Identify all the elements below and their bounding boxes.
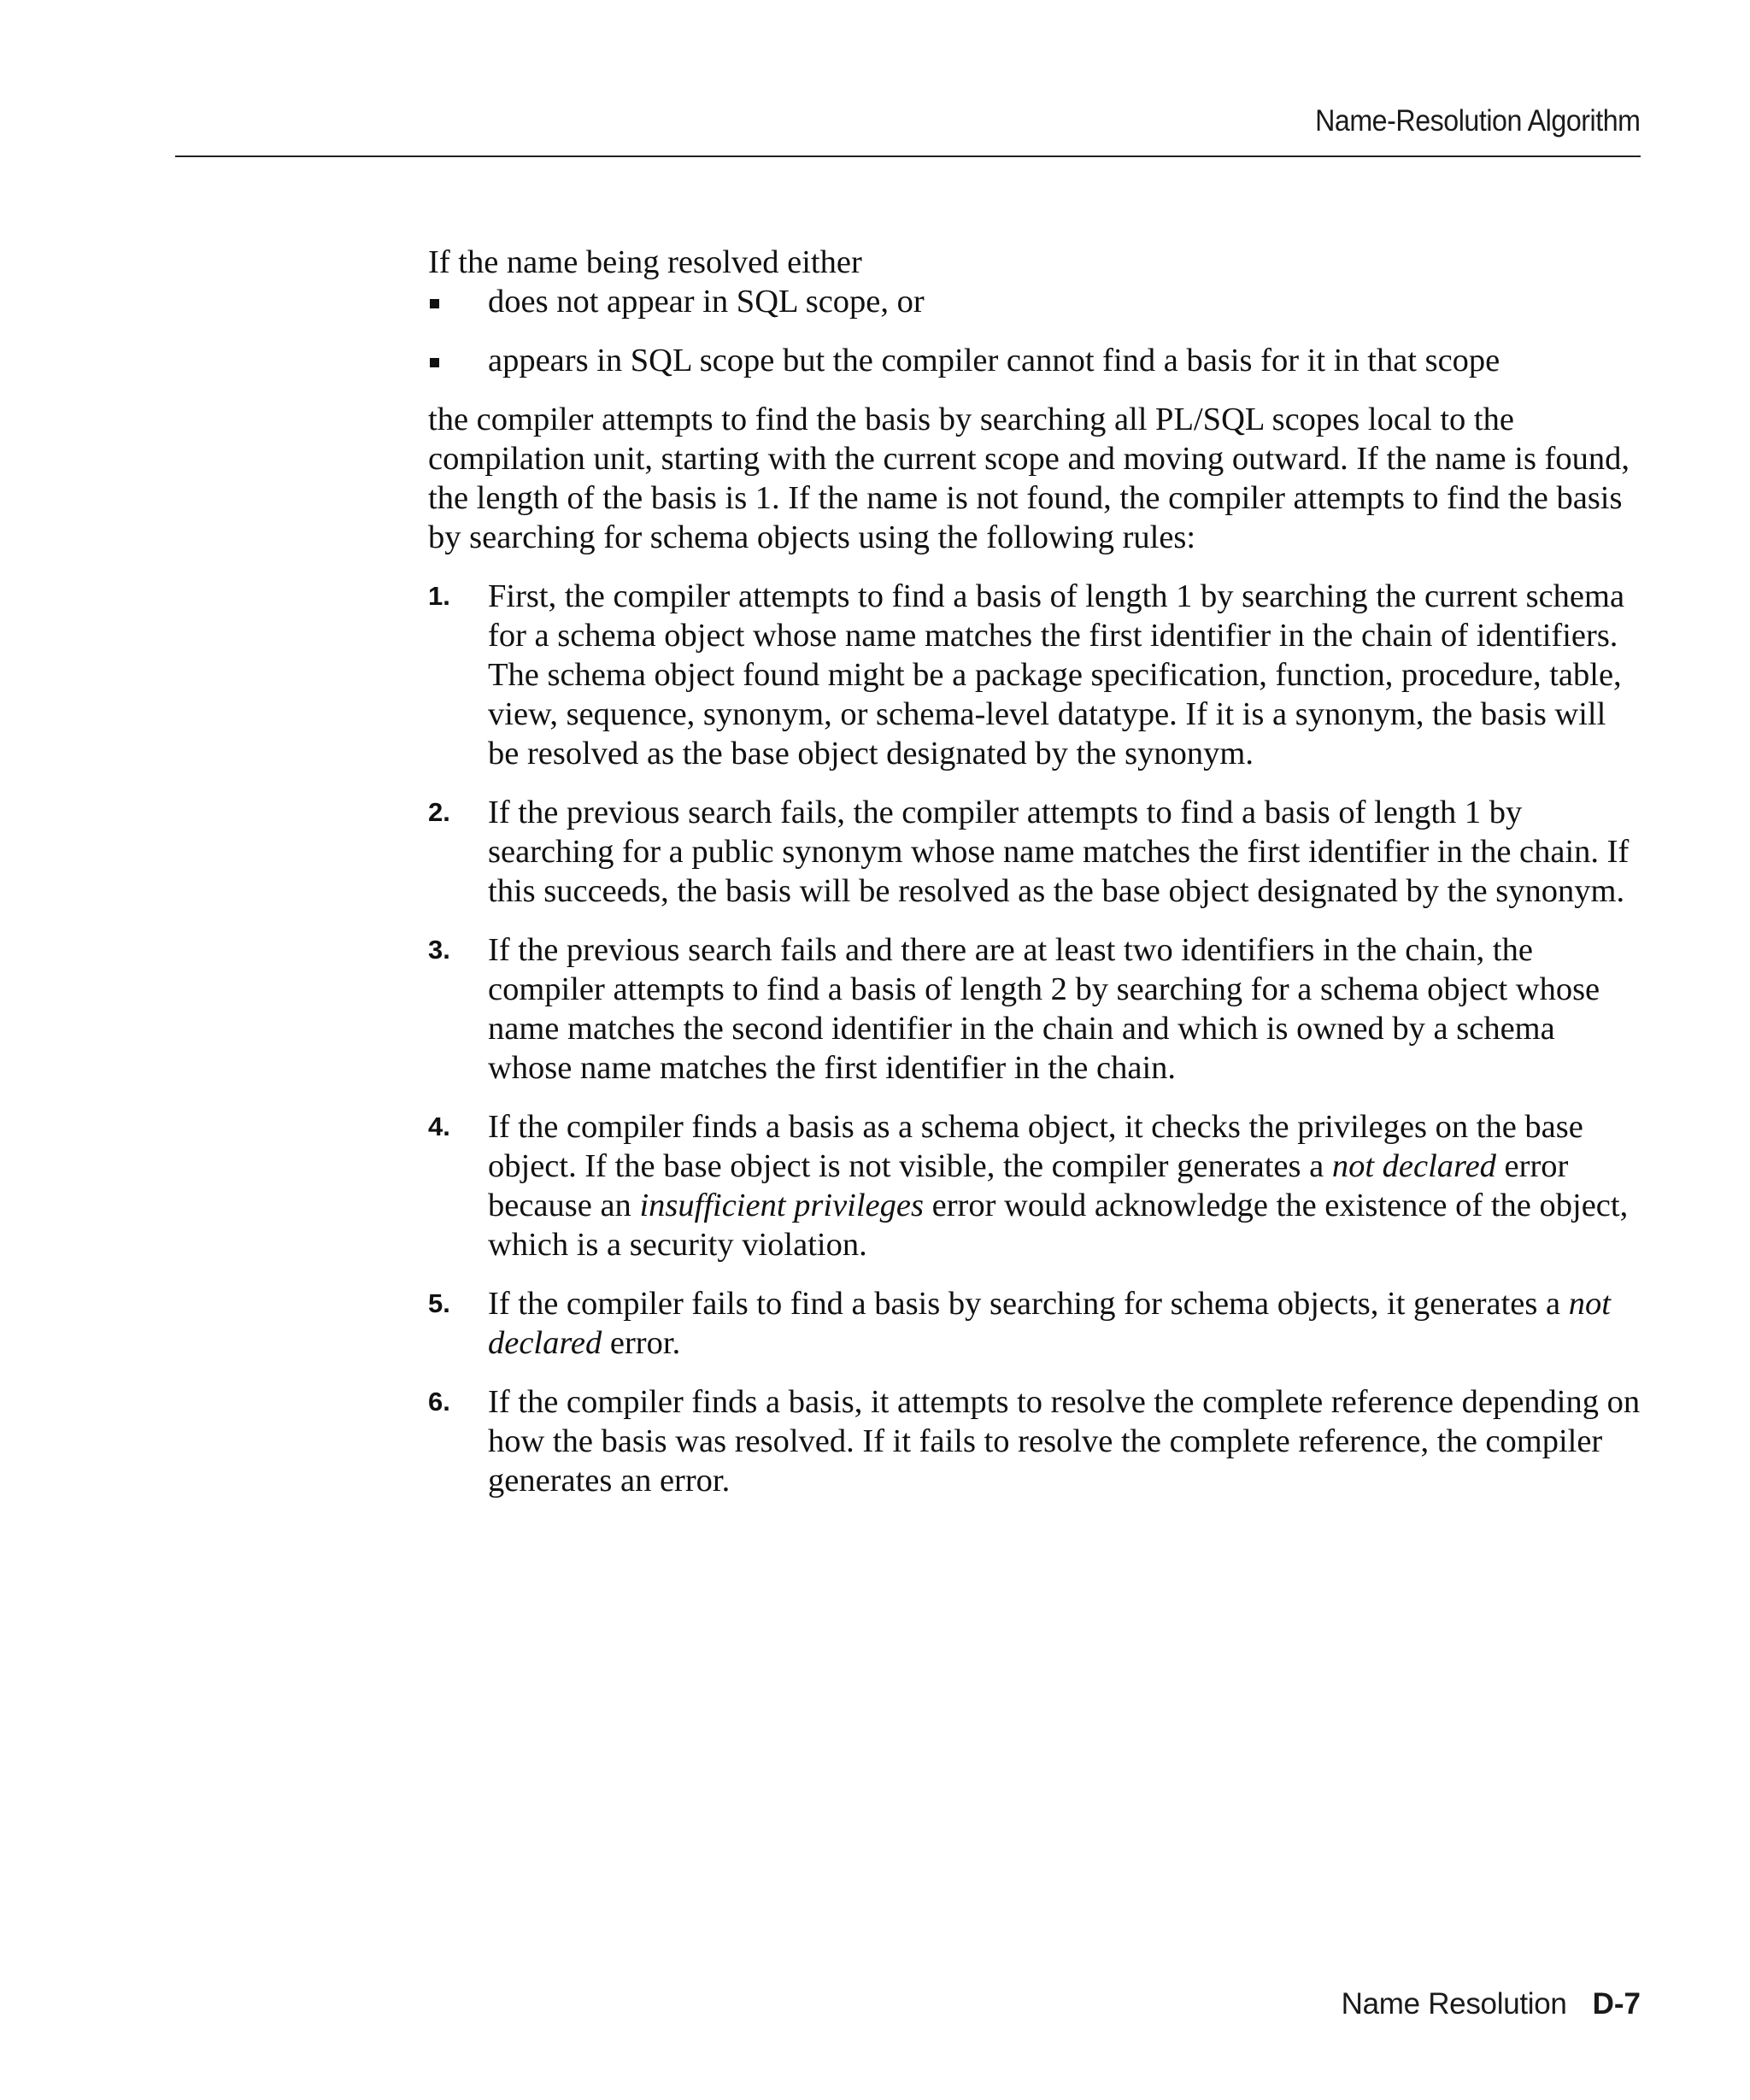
rules-list (428, 577, 1641, 1500)
rule-number: 5. (428, 1288, 450, 1318)
rule-item (428, 793, 1641, 911)
rule-number: 3. (428, 935, 450, 965)
running-footer (1342, 1987, 1641, 2021)
rule-number: 4. (428, 1112, 450, 1141)
header-divider (175, 155, 1641, 157)
rule-text: If the previous search fails, the compiler attempts to find a basis of length 1 by searching for a public synonym whose name matches the first identifier in the chain. If this succeeds, the basis will be resolved as the base object designated by the synonym. (488, 795, 1630, 909)
square-bullet-icon (430, 299, 439, 308)
footer-section-title: Name Resolution (1341, 1987, 1567, 2021)
square-bullet-icon (430, 358, 439, 367)
rule-item (428, 1382, 1641, 1500)
rule-text (488, 1109, 1628, 1263)
intro-text: If the name being resolved either (428, 244, 862, 280)
page-number: D-7 (1592, 1987, 1641, 2021)
list-item (428, 341, 1641, 380)
rule-text: If the previous search fails and there are at least two identifiers in the chain, the compiler attempts to find a basis of length 2 by searching for a schema object whose name matches the second identifier in the chain and which is owned by a schema whose name matches the first identifier in the chain. (488, 932, 1600, 1086)
list-item (428, 282, 1641, 321)
rule-item (428, 1107, 1641, 1264)
rule-number: 6. (428, 1387, 450, 1417)
rule-text (488, 1286, 1611, 1361)
explanation-paragraph: the compiler attempts to find the basis by searching all PL/SQL scopes local to the compilation unit, starting with the current scope and moving outward. If the name is found, the length of the basis is 1. If the name is not found, the compiler attempts to find the basis by searching for schema objects using the following rules: (428, 402, 1630, 555)
rule-number: 1. (428, 581, 450, 611)
rule-number: 2. (428, 797, 450, 827)
list-item-text: does not appear in SQL scope, or (488, 284, 925, 320)
rule-emphasis: not declared (488, 1286, 1611, 1361)
rule-item (428, 577, 1641, 773)
rule-text-part: If the compiler fails to find a basis by searching for schema objects, it generates a (488, 1286, 1569, 1322)
condition-list (428, 282, 1641, 380)
rule-emphasis: insufficient privileges (639, 1188, 924, 1223)
body-content (428, 243, 1641, 1520)
rule-text: First, the compiler attempts to find a basis of length 1 by searching the current schema for a schema object whose name matches the first identifier in the chain of identifiers. The schema object found might be a package specification, function, procedure, table, view, sequence, synonym, or schema-level datatype. If it is a synonym, the basis will be resolved as the base object designated by the synonym. (488, 578, 1625, 771)
rule-text-part: error because an (488, 1148, 1569, 1223)
list-item-text: appears in SQL scope but the compiler cannot find a basis for it in that scope (488, 343, 1500, 378)
rule-text-part: If the compiler finds a basis as a schema object, it checks the privileges on the base object. If the base object is not visible, the compiler generates a (488, 1109, 1583, 1184)
rule-item (428, 1284, 1641, 1363)
rule-text: If the compiler finds a basis, it attempts to resolve the complete reference depending on how the basis was resolved. If it fails to resolve the complete reference, the compiler generates an error. (488, 1384, 1641, 1499)
rule-item (428, 930, 1641, 1088)
rule-emphasis: not declared (1331, 1148, 1496, 1184)
rule-text-part: error. (602, 1325, 681, 1361)
running-header: Name-Resolution Algorithm (1315, 104, 1641, 138)
rule-text-part: error would acknowledge the existence of the object, which is a security violation. (488, 1188, 1629, 1263)
